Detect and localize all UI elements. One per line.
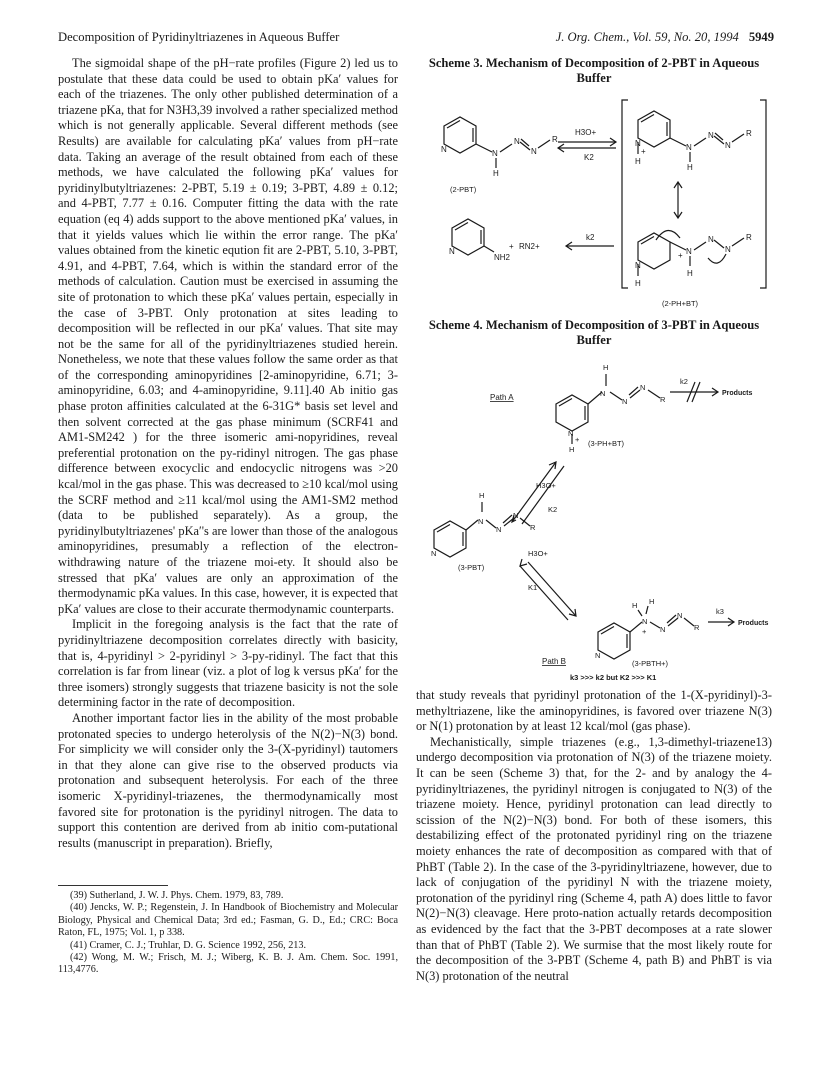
right-column — [416, 56, 772, 984]
atom-n: N — [642, 617, 648, 626]
left-column — [58, 56, 398, 851]
body-paragraph: Another important factor lies in the ability of the most probable protonated species to undergo heterolysis of the N(2)−N(3) bond. For simplicity we will consider only the 3-(X-pyridinyl) tautomers in that they alone can give rise to the observed products via protonation and subsequent heterolysis. For each of the three isomeric X-pyridinyl-triazenes, the thermodynamically most favored site for protonation is the pyridinyl nitrogen. The data to support this contention are derived from ab initio com-putational results (manuscript in preparation). Briefly, — [58, 710, 398, 850]
body-paragraph: Implicit in the foregoing analysis is the fact that the rate of pyridinyltriazene decomposition correlates directly with basicity, that is, 4-pyridinyl > 2-pyridinyl > 3-py-ridinyl. The fact that this correlation is far from linear (viz. a plot of log k versus pKa′ for the three isomers) strongly suggests that triazene basicity is not the sole determining factor in the rate of decomposition. — [58, 617, 398, 710]
atom-r: R — [660, 395, 666, 404]
compound-label: (3-PH+BT) — [588, 439, 625, 448]
atom-n: N — [660, 625, 666, 634]
h3o-label: H3O+ — [528, 549, 548, 558]
atom-r: R — [746, 129, 752, 138]
k1-label: K1 — [528, 583, 538, 592]
atom-r: R — [530, 523, 536, 532]
h3o-label: H3O+ — [536, 481, 556, 490]
compound-label: (3-PBTH+) — [632, 659, 669, 668]
journal-name: J. Org. Chem., Vol. 59, No. 20, 1994 — [555, 30, 739, 44]
atom-h: H — [493, 169, 499, 178]
atom-h: H — [687, 163, 693, 172]
k2-small-label: k2 — [680, 377, 688, 386]
atom-n: N — [686, 247, 692, 256]
k2-label: K2 — [548, 505, 558, 514]
atom-h: H — [649, 597, 655, 606]
atom-n: N — [635, 139, 641, 148]
atom-n: N — [708, 131, 714, 140]
atom-n: N — [622, 397, 628, 406]
atom-n: N — [514, 137, 520, 146]
atom-n: N — [725, 245, 731, 254]
atom-n: N — [635, 261, 641, 270]
atom-n: N — [686, 143, 692, 152]
atom-h: H — [632, 601, 638, 610]
atom-n: N — [478, 517, 484, 526]
atom-r: R — [552, 135, 558, 144]
plus-sign: + — [678, 251, 683, 260]
footnote: (39) Sutherland, J. W. J. Phys. Chem. 1979, 83, 789. — [70, 890, 284, 901]
journal-citation — [556, 30, 774, 45]
atom-n: N — [600, 389, 606, 398]
compound-label: (2-PH+BT) — [662, 299, 699, 308]
path-b-label: Path B — [542, 657, 567, 666]
atom-n: N — [513, 511, 519, 520]
plus-sign: + — [575, 435, 580, 444]
running-head — [58, 30, 774, 48]
scheme4-figure — [416, 352, 772, 682]
atom-n: N — [449, 247, 455, 256]
scheme3-title: Scheme 3. Mechanism of Decomposition of 2-PBT in Aqueous Buffer — [428, 56, 760, 85]
body-paragraph: Mechanistically, simple triazenes (e.g., 1,3-dimethyl-triazene13) undergo decomposition via protonation of N(3) of the triazene moiety. It can be seen (Scheme 3) that, for the 2- and by analogy the 4-pyridinyltriazenes, the pyridinyl nitrogen is conjugated to N(3) of the triazene moiety. Hence, pyridinyl protonation can lead directly to scission of the N(2)−N(3) bond. For both of these isomers, this destabilizing effect of the protonated pyridinyl ring on the triazene moiety enhances the rate of decomposition as compared with that of PhBT (Table 2). In the case of the 3-pyridinyltriazene, however, due to lack of conjugation of the pyridinyl N with the triazene moiety, protonation of the pyridinyl ring (Scheme 4, path A) does little to favor N(2)−N(3) cleavage. Here proto-nation actually retards decomposition as evidenced by the fact that the 3-PBT decomposes at a rate slower than that of PhBT (Table 2). We surmise that the most likely route for the decomposition of the 3-PBT (Scheme 4, path B) and PhBT is via N(3) protonation of the neutral — [416, 734, 772, 983]
k3-label: k3 — [716, 607, 724, 616]
running-title: Decomposition of Pyridinyltriazenes in Aqueous Buffer — [58, 30, 340, 44]
footnote: (42) Wong, M. W.; Frisch, M. J.; Wiberg, K. B. J. Am. Chem. Soc. 1991, 113,4776. — [58, 952, 398, 976]
atom-r: R — [694, 623, 700, 632]
footnote: (41) Cramer, C. J.; Truhlar, D. G. Science 1992, 256, 213. — [70, 939, 307, 951]
products-label: Products — [738, 620, 769, 627]
k2-small-label: k2 — [586, 233, 595, 242]
scheme4-diagram — [416, 352, 772, 682]
footnote-rule — [58, 885, 168, 886]
atom-n: N — [441, 145, 447, 154]
scheme3-diagram — [416, 90, 772, 312]
atom-n: N — [568, 429, 574, 438]
right-text — [416, 688, 772, 984]
rate-relation: k3 >>> k2 but K2 >>> K1 — [570, 673, 657, 682]
atom-r: R — [746, 233, 752, 242]
atom-h: H — [687, 269, 693, 278]
body-paragraph: that study reveals that pyridinyl protonation of the 1-(X-pyridinyl)-3-methyltriazene, like the aminopyridines, is favored over triazene N(3) or N(1) protonation by at least 12 kcal/mol (gas phase). — [416, 688, 772, 734]
atom-n: N — [431, 549, 437, 558]
compound-label: (3-PBT) — [458, 563, 485, 572]
atom-h: H — [603, 363, 609, 372]
scheme3-figure — [416, 90, 772, 312]
plus-sign: + — [509, 242, 514, 251]
atom-h: H — [635, 279, 641, 288]
atom-h: H — [479, 491, 485, 500]
k2-label: K2 — [584, 153, 594, 162]
atom-h: H — [569, 445, 575, 454]
atom-n: N — [496, 525, 502, 534]
atom-n: N — [677, 611, 683, 620]
atom-n: N — [531, 147, 537, 156]
atom-n: N — [595, 651, 601, 660]
atom-n: N — [492, 149, 498, 158]
body-paragraph: The sigmoidal shape of the pH−rate profiles (Figure 2) led us to postulate that these data could be used to obtain pKa′ values for each of the triazenes. The only other published determination of a triazene pKa, that for N3H3,39 involved a rather specialized method which is not generally applicable. Several different methods (see Results) are available for calculating pKa′ values from pH−rate data. Taking an average of the result obtained from each of these methods, we have calculated the following pKa′ values for pyridinylbutyltriazenes: 2-PBT, 5.19 ± 0.19; 3-PBT, 4.89 ± 0.12; and 4-PBT, 7.77 ± 0.16. Computer fitting the data with the rate equation (eq 4) adds support to the above mentioned pKa′ values, in that it yields values which lie within the error range. The pKa′ values obtained from the kinetic eqution fit are 2-PBT, 5.10, 3-PBT, 4.91, and 4-PBT, 7.64, which is within the standard error of the methods of calculation. Caution must be exercised in assuming the site of protonation to which these pKa′ values pertain, especially in the case of 3-PBT. Only protonation at sites leading to decomposition will be reflected in our pKa′ values. That site may not be the same for all of the pyridinyltriazenes studied herein. Nonetheless, we note that these values follow the same order as that of the corresponding aminopyridines [2-aminopyridine, 6.71; 3-aminopyridine, 6.03; and 4-aminopyridine, 9.11].40 Ab initio gas phase proton affinities calculated at the 6-31G* basis set level and then solvent corrected at the gas phase minimum (SCRF41 and AM1-SM242 ) for the three isomeric ami-nopyridines, reveal preferential protonation on the py-ridinyl nitrogen. The gas phase difference between exocyclic and endocyclic nitrogens was >20 kcal/mol in the gas phase. This was decreased to ≥10 kcal/mol using the SCRF method and ≥11 kcal/mol using the AM1-SM2 method (data to be published separately). As a group, the pyridinylbutyltriazenes' pKa′'s are lower than those of the analogous aminopyridines, presumably a reflection of the electron-withdrawing nature of the triazene moi-ety. It should also be stressed that pKa′ values are only an approximation of the thermodynamic pKa values. In this case, however, it is expected that pKa′ values are close to their accurate thermodynamic counterparts. — [58, 56, 398, 616]
rn2-label: RN2+ — [519, 242, 540, 251]
nh2-label: NH2 — [494, 253, 511, 262]
products-label: Products — [722, 390, 753, 397]
footnote: (40) Jencks, W. P.; Regenstein, J. In Handbook of Biochemistry and Molecular Biology, Physical and Chemical Data; 3rd ed.; Fasman, G. D., Ed.; CRC: Boca Raton, FL, 1975; Vol. 1, p 338. — [58, 902, 398, 939]
atom-n: N — [725, 141, 731, 150]
scheme4-title: Scheme 4. Mechanism of Decomposition of 3-PBT in Aqueous Buffer — [428, 318, 760, 347]
page-number: 5949 — [748, 30, 774, 44]
path-a-label: Path A — [490, 393, 514, 402]
atom-h: H — [635, 157, 641, 166]
plus-sign: + — [642, 627, 647, 636]
h3o-label: H3O+ — [575, 128, 597, 137]
compound-label: (2-PBT) — [450, 185, 477, 194]
footnotes — [58, 890, 398, 977]
atom-n: N — [640, 383, 646, 392]
atom-n: N — [708, 235, 714, 244]
plus-sign: + — [641, 147, 646, 156]
